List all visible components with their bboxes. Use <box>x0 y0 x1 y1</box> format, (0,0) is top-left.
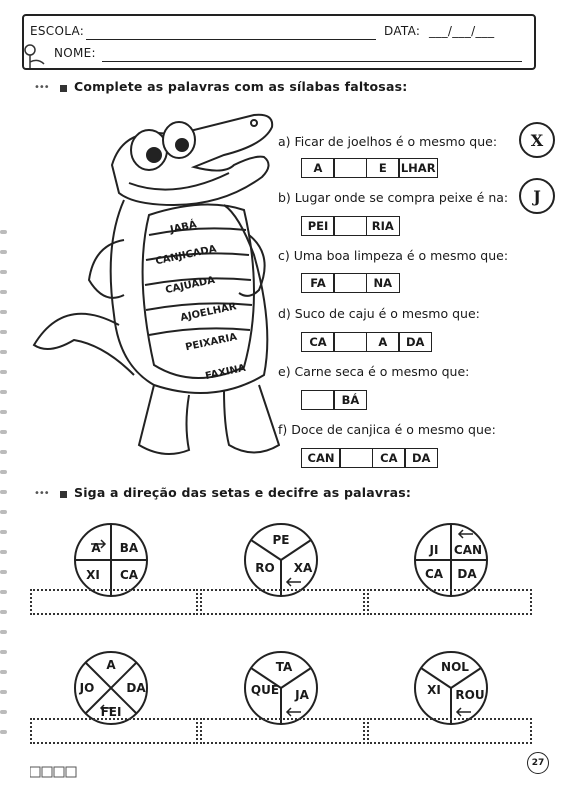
crocodile-illustration <box>24 105 280 475</box>
flower-decoration-icon <box>18 40 58 72</box>
title-dots-icon: ••• <box>34 82 49 93</box>
question-f: f) Doce de canjica é o mesmo que: <box>278 422 496 437</box>
wheel-1-syllable: A <box>91 541 101 555</box>
wheel-1-syllable: XI <box>86 568 100 582</box>
wheel-1-syllable: BA <box>119 541 139 555</box>
wheel-5-syllable: JA <box>295 688 309 702</box>
question-b: b) Lugar onde se compra peixe é na: <box>278 190 509 205</box>
wheel-2-syllable: XA <box>293 561 313 575</box>
arrow-left-icon <box>457 708 471 716</box>
wheel-3 <box>413 522 489 598</box>
croc-word-jaba: JABÁ <box>169 219 198 236</box>
wheel-5-syllable: TA <box>275 660 293 674</box>
croc-word-faxina: FAXINA <box>204 362 247 383</box>
answer-boxes-f[interactable] <box>301 448 437 468</box>
wheel-4-syllable: DA <box>126 681 146 695</box>
header-box <box>22 14 536 70</box>
syllable-box: FA <box>301 273 335 293</box>
syllable-box-blank[interactable] <box>339 448 373 468</box>
syllable-box: NA <box>366 273 400 293</box>
syllable-box: LHAR <box>398 158 438 178</box>
wheel-2-syllable: RO <box>255 561 275 575</box>
answer-boxes-a[interactable] <box>301 158 437 178</box>
question-a: a) Ficar de joelhos é o mesmo que: <box>278 134 498 149</box>
section2-title: Siga a direção das setas e decifre as palavras: <box>74 485 412 500</box>
syllable-box-blank[interactable] <box>333 332 367 352</box>
escola-field[interactable] <box>86 38 376 40</box>
date-field[interactable]: ___/___/___ <box>429 24 495 38</box>
wheel-6-syllable: ROU <box>455 688 485 702</box>
question-c: c) Uma boa limpeza é o mesmo que: <box>278 248 509 263</box>
wheel-4-syllable: A <box>106 658 116 672</box>
syllable-box: A <box>366 332 400 352</box>
wheel-3-syllable: CAN <box>453 543 483 557</box>
syllable-box: DA <box>404 448 438 468</box>
answer-boxes-c[interactable] <box>301 273 398 293</box>
wheel-6-syllable: XI <box>427 683 441 697</box>
answer-circle-a: X <box>519 122 555 158</box>
croc-word-peixaria: PEIXARIA <box>184 331 239 354</box>
answer-field-4[interactable] <box>30 718 198 744</box>
wheel-4-syllable: JO <box>79 681 95 695</box>
syllable-box-blank[interactable] <box>333 158 367 178</box>
syllable-box-blank[interactable] <box>333 216 367 236</box>
syllable-box: E <box>366 158 400 178</box>
title-bullet-icon <box>60 85 67 92</box>
wheel-3-syllable: JI <box>429 543 439 557</box>
wheel-1-syllable: CA <box>119 568 139 582</box>
croc-word-canjicada: CANJICADA <box>154 243 218 268</box>
answer-boxes-e[interactable] <box>301 390 366 410</box>
croc-word-cajuada: CAJUADA <box>164 274 216 297</box>
nome-field[interactable] <box>102 60 522 62</box>
wheel-2-syllable: PE <box>272 533 290 547</box>
syllable-box: BÁ <box>333 390 367 410</box>
page-number: 27 <box>527 752 549 774</box>
wheel-3-syllable: DA <box>457 567 477 581</box>
wheel-4-syllable: FEI <box>100 705 122 719</box>
answer-field-2[interactable] <box>200 589 365 615</box>
syllable-box: PEI <box>301 216 335 236</box>
arrow-left-icon <box>287 578 301 586</box>
syllable-box: A <box>301 158 335 178</box>
syllable-box: DA <box>398 332 432 352</box>
question-e: e) Carne seca é o mesmo que: <box>278 364 470 379</box>
escola-label: ESCOLA: <box>30 24 85 38</box>
croc-word-ajoelhar: AJOELHAR <box>179 301 238 324</box>
title-dots-icon: ••• <box>34 488 49 499</box>
answer-boxes-d[interactable] <box>301 332 431 352</box>
answer-field-5[interactable] <box>200 718 365 744</box>
data-label: DATA: <box>384 24 421 38</box>
wheel-6-syllable: NOL <box>441 660 469 674</box>
nome-label: NOME: <box>54 46 96 60</box>
answer-field-6[interactable] <box>367 718 532 744</box>
answer-field-1[interactable] <box>30 589 198 615</box>
syllable-box: CA <box>301 332 335 352</box>
wheel-1 <box>73 522 149 598</box>
title-bullet-icon <box>60 491 67 498</box>
syllable-box-blank[interactable] <box>301 390 335 410</box>
arrow-left-icon <box>287 708 301 716</box>
footer-pencils-icon <box>30 765 85 779</box>
syllable-box: RIA <box>366 216 400 236</box>
answer-boxes-b[interactable] <box>301 216 398 236</box>
syllable-box: CAN <box>301 448 341 468</box>
answer-circle-b: J <box>519 178 555 214</box>
wheel-3-syllable: CA <box>424 567 444 581</box>
section1-title: Complete as palavras com as sílabas faltosas: <box>74 79 408 94</box>
answer-field-3[interactable] <box>367 589 532 615</box>
wheel-5-syllable: QUE <box>250 683 280 697</box>
syllable-box-blank[interactable] <box>333 273 367 293</box>
question-d: d) Suco de caju é o mesmo que: <box>278 306 480 321</box>
syllable-box: CA <box>372 448 406 468</box>
